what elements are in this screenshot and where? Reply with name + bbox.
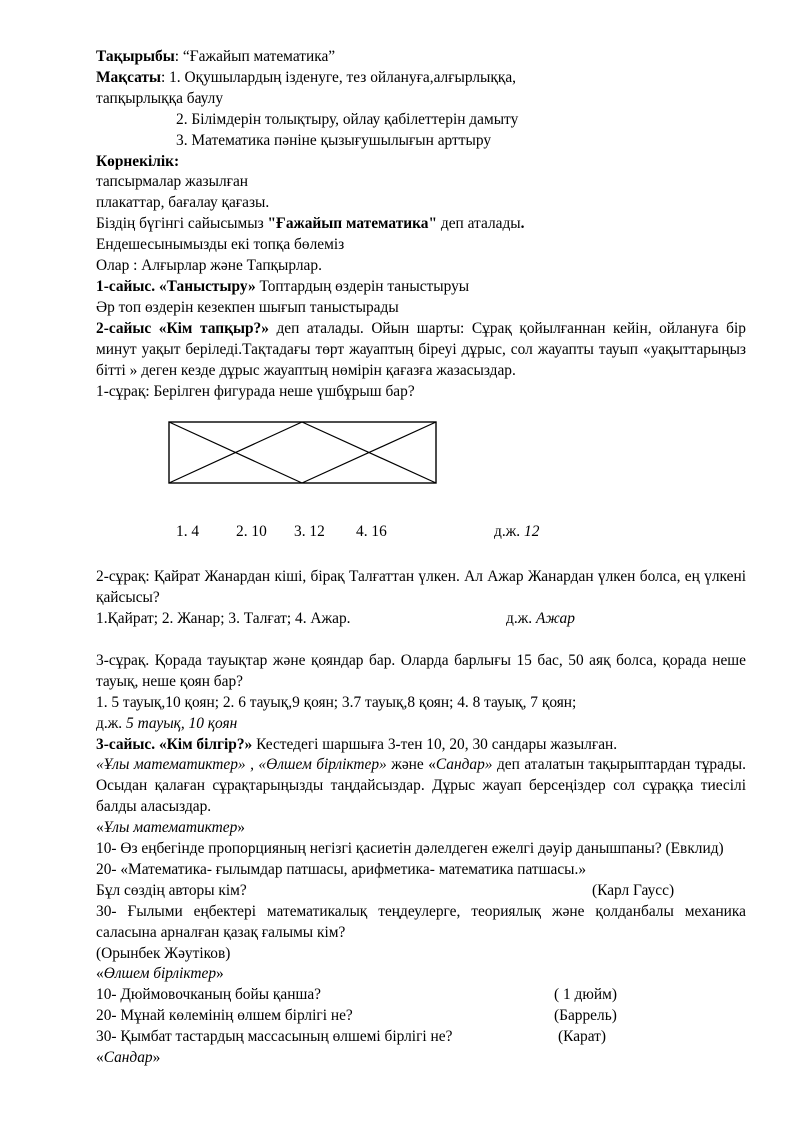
round3-categories (96, 755, 746, 818)
goal-2: 2. Білімдерін толықтыру, ойлау қабілеттерін дамыту (176, 110, 519, 128)
round1-title: 1-сайыс. «Таныстыру» (96, 277, 256, 295)
q1-option-1: 1. 4 (176, 523, 200, 541)
goal-1a: 1. Оқушылардың ізденуге, тез ойлануға,алғырлыққа, (169, 68, 517, 86)
sec3-close: » (152, 1049, 161, 1067)
intro-split: Ендешесынымызды екі топқа бөлеміз (96, 236, 345, 254)
round2-rules-text: деп аталады. Ойын шарты: Сұрақ қойылғаннан кейін, ойлануға бір минут уақыт беріледі.Тақтадағы төрт жауаптың біреуі дұрыс, сол жауапты тауып «уақыттарыңыз бітті » деген кезде дұрыс жауаптың нөмірін қағазға жазасыздар. (96, 319, 746, 379)
intro-pre: Біздің бүгінгі сайысымыз (96, 215, 268, 233)
s2-q10: 10- Дюймовочканың бойы қанша? (96, 986, 321, 1004)
round1-line-2: Әр топ өздерін кезекпен шығып таныстырады (96, 298, 399, 316)
round3-line (96, 735, 746, 756)
q1-option-3: 3. 12 (294, 523, 325, 541)
section-2-heading (96, 964, 746, 985)
s2-q10-answer: ( 1 дюйм) (554, 986, 617, 1004)
question-2: 2-сұрақ: Қайрат Жанардан кіші, бірақ Талғаттан үлкен. Ал Ажар Жанардан үлкен болса, ең үлкені қайсысы? (96, 568, 746, 607)
s1-q30-answer: (Орынбек Жәутіков) (96, 944, 231, 962)
sec1-open: « (96, 819, 104, 837)
sec1-title: Ұлы математиктер (103, 819, 238, 837)
round2-title-pre: 2-сайыс « (96, 319, 167, 337)
round3-cat3: Сандар» (435, 756, 493, 774)
question-1: 1-сұрақ: Берілген фигурада неше үшбұрыш бар? (96, 382, 415, 400)
s2-q30-answer: (Карат) (558, 1028, 606, 1046)
q3-options: 1. 5 тауық,10 қоян; 2. 6 тауық,9 қоян; 3.7 тауық,8 қоян; 4. 8 тауық, 7 қоян; (96, 693, 577, 711)
q1-answer (494, 522, 539, 543)
sec3-open: « (96, 1049, 104, 1067)
s1-q20-answer: (Карл Гаусс) (592, 881, 675, 899)
round2-title: Кім тапқыр?» (166, 319, 269, 337)
question-1-options (96, 522, 746, 546)
sec2-open: « (96, 965, 104, 983)
round3-cats-post: деп аталатын тақырыптардан тұрады. Осыдан қалаған сұрақтарыңызды таңдайсыздар. Дұрыс жауап берсеңіздер сол сұраққа тиесілі балды аласыздар. (96, 756, 746, 816)
s2-q30: 30- Қымбат тастардың массасының өлшемі бірлігі не? (96, 1028, 453, 1046)
visuals-line-1: тапсырмалар жазылған (96, 173, 249, 191)
round1-text: Топтардың өздерін таныстыруы (255, 277, 470, 295)
s1-q20-a: 20- «Математика- ғылымдар патшасы, арифметика- математика патшасы.» (96, 860, 587, 878)
sec1-close: » (237, 819, 245, 837)
s2-q20: 20- Мұнай көлемінің өлшем бірлігі не? (96, 1007, 353, 1025)
q3-answer-value: 5 тауық, 10 қоян (126, 714, 238, 732)
triangle-figure (96, 402, 746, 522)
q2-options: 1.Қайрат; 2. Жанар; 3. Талғат; 4. Ажар. (96, 610, 351, 628)
question-2-options-row (96, 609, 746, 630)
round3-text: Кестедегі шаршыға 3-тен 10, 20, 30 сандары жазылған. (252, 735, 618, 753)
sec2-close: » (216, 965, 224, 983)
goal-1b: тапқырлыққа баулу (96, 89, 224, 107)
s1-q20-row (96, 881, 746, 902)
rectangle-with-diagonals-figure (168, 421, 438, 485)
intro-post: деп аталады (437, 215, 521, 233)
round1-line (96, 277, 746, 298)
s1-q20-b: Бұл сөздің авторы кім? (96, 881, 247, 899)
q3-answer-label: д.ж. (96, 714, 123, 732)
section-3-heading (96, 1048, 746, 1069)
s2-q20-row (96, 1006, 746, 1027)
round3-cats: «Ұлы математиктер» , «Өлшем бірліктер» (96, 756, 387, 774)
visuals-line-2: плакаттар, бағалау қағазы. (96, 194, 270, 212)
topic-value: “Ғажайып математика” (182, 48, 336, 65)
intro-dot: . (520, 215, 525, 233)
q2-answer-label: д.ж. (506, 610, 533, 628)
q1-answer-label: д.ж. (494, 523, 521, 541)
goal-3: 3. Математика пәніне қызығушылығын арттыру (176, 131, 492, 149)
intro-teams: Олар : Алғырлар және Тапқырлар. (96, 257, 322, 275)
q3-answer (96, 714, 746, 735)
goals-line: Мақсаты: 1. Оқушылардың ізденуге, тез ойлануға,алғырлыққа, (96, 68, 517, 86)
q1-option-4: 4. 16 (356, 523, 387, 541)
q1-answer-value: 12 (524, 523, 540, 541)
sec2-title: Өлшем бірліктер (103, 965, 217, 983)
question-3: 3-сұрақ. Қорада тауықтар және қояндар бар. Оларда барлығы 15 бас, 50 аяқ болса, қорада неше тауық, неше қоян бар? (96, 651, 746, 690)
round3-cats-mid: және « (386, 756, 436, 774)
topic-line: Тақырыбы: “Ғажайып математика” (96, 48, 336, 65)
round2-rules (96, 319, 746, 382)
visuals-label: Көрнекілік: (96, 152, 180, 170)
q2-answer-value: Ажар (536, 610, 575, 628)
s1-q30: 30- Ғылыми еңбектері математикалық теңдеулерге, теориялық және қолданбалы механика саласына арналған қазақ ғалымы кім? (96, 902, 746, 941)
s2-q10-row (96, 985, 746, 1006)
s2-q30-row (96, 1027, 746, 1048)
sec3-title: Сандар (103, 1049, 153, 1067)
s1-q10: 10- Өз еңбегінде пропорцияның негізгі қасиетін дәлелдеген ежелгі дәуір данышпаны? (Евклид) (96, 840, 724, 858)
s2-q20-answer: (Баррель) (554, 1007, 617, 1025)
goals-label: Мақсаты (96, 68, 161, 86)
document-page (96, 47, 746, 1069)
topic-label: Тақырыбы (96, 48, 175, 65)
round3-title: 3-сайыс. «Кім білгір?» (96, 735, 253, 753)
intro-line (96, 214, 746, 235)
q2-answer (506, 609, 575, 630)
q1-option-2: 2. 10 (236, 523, 267, 541)
intro-title: "Ғажайып математика" (267, 215, 438, 233)
section-1-heading (96, 818, 746, 839)
